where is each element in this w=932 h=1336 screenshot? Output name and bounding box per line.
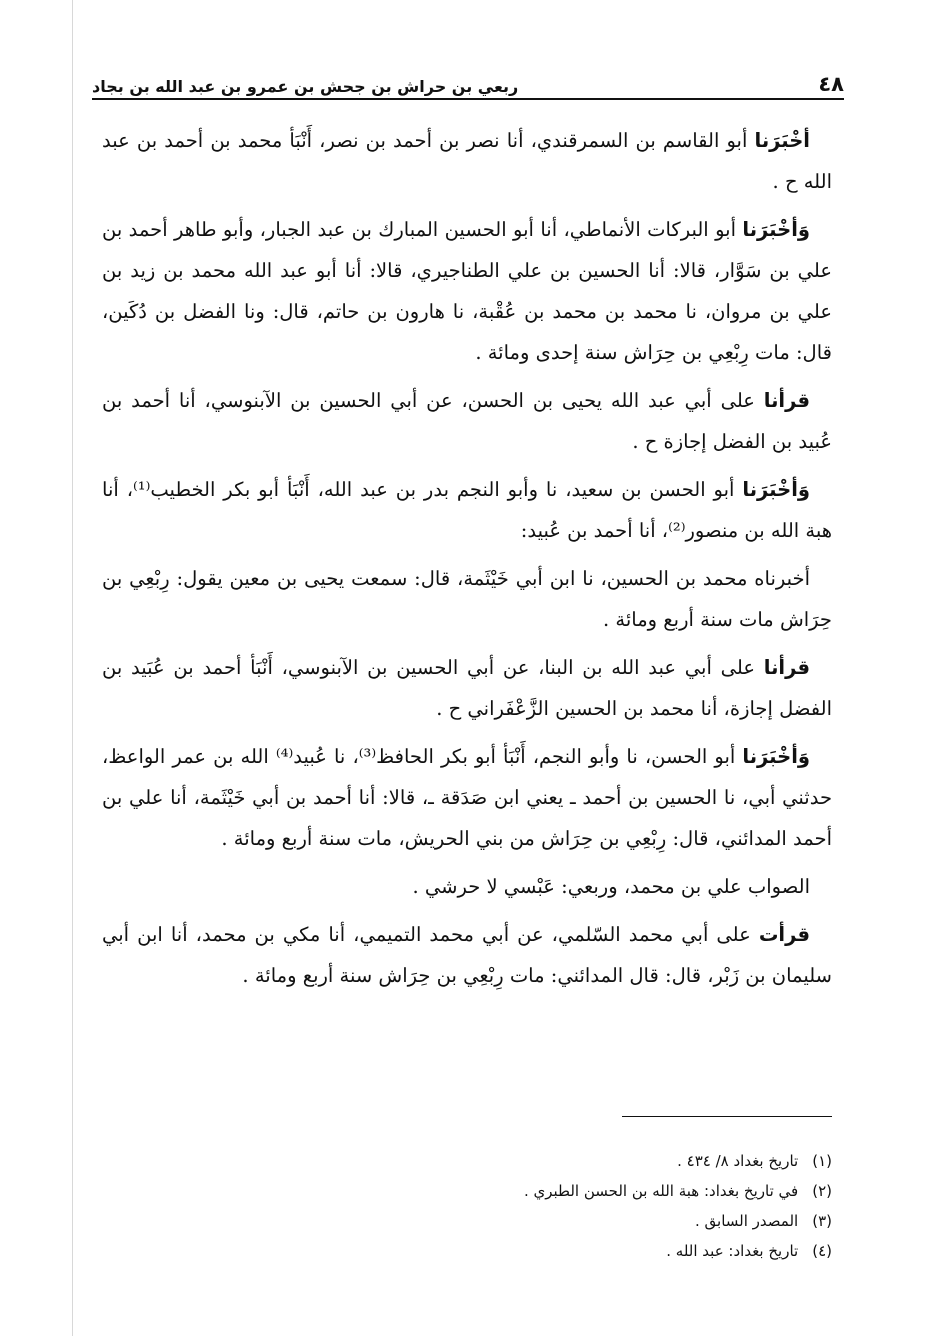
paragraph-text: على أبي محمد السّلمي، عن أبي محمد التميمي، أنا مكي بن محمد، أنا ابن أبي سليمان بن زَبْر، قال: قال المدائني: مات رِبْعِي بن حِرَاش سنة أربع ومائة . <box>102 923 832 987</box>
footnote-text: في تاريخ بغداد: هبة الله بن الحسن الطبري . <box>523 1182 799 1200</box>
footnote-number: (٣) <box>812 1212 832 1230</box>
paragraph-text: على أبي عبد الله بن البنا، عن أبي الحسين بن الآبنوسي، أَنْبَأ أحمد بن عُبَيد بن الفضل إجازة، أنا محمد بن الحسين الزَّعْفَراني ح . <box>102 656 832 720</box>
paragraph-7 <box>102 736 832 859</box>
paragraph-1 <box>102 120 832 202</box>
paragraph-lead: وَأخْبَرَنا <box>742 745 810 768</box>
paragraph-5 <box>102 558 832 640</box>
paragraph-lead: وَأخْبَرَنا <box>742 478 810 501</box>
paragraph-4 <box>102 469 832 551</box>
paragraph-9 <box>102 914 832 996</box>
paragraph-text: أبو البركات الأنماطي، أنا أبو الحسين المبارك بن عبد الجبار، وأبو طاهر أحمد بن علي بن سَوَّار، قالا: أنا الحسين بن علي الطناجيري، قالا: أنا أبو عبد الله محمد بن زيد بن علي بن مروان، نا محمد بن محمد بن عُقْبة، نا هارون بن حاتم، قال: ونا الفضل بن دُكَين، قال: مات رِبْعِي بن حِرَاش سنة إحدى ومائة . <box>102 218 832 364</box>
paragraph-lead: قرأت <box>758 923 810 946</box>
paragraph-8 <box>102 866 832 907</box>
paragraph-3 <box>102 380 832 462</box>
paragraph-text: الصواب علي بن محمد، وربعي: عَبْسي لا حرشي . <box>412 875 810 898</box>
paragraph-lead: وَأخْبَرَنا <box>742 218 810 241</box>
paragraph-text: أبو القاسم بن السمرقندي، أنا نصر بن أحمد بن نصر، أَنْبَأ محمد بن أحمد بن عبد الله ح . <box>102 129 832 193</box>
paragraph-text: أخبرناه محمد بن الحسين، نا ابن أبي خَيْثَمة، قال: سمعت يحيى بن معين يقول: رِبْعِي بن حِرَاش مات سنة أربع ومائة . <box>102 567 832 631</box>
footnote-text: المصدر السابق . <box>695 1212 799 1230</box>
paragraph-lead: قرأنا <box>763 389 810 412</box>
footnote-number: (٢) <box>812 1182 832 1200</box>
paragraph-text: أبو الحسن، نا وأبو النجم، أَنْبَأ أبو بكر الحافظ⁽³⁾، نا عُبيد⁽⁴⁾ الله بن عمر الواعظ، حدثني أبي، نا الحسين بن أحمد ـ يعني ابن صَدَقة ـ، قالا: أنا أحمد بن أبي خَيْثَمة، أنا علي بن أحمد المدائني، قال: رِبْعِي بن حِرَاش من بني الحريش، مات سنة أربع ومائة . <box>102 745 832 850</box>
page-header <box>92 62 844 96</box>
footnote-1 <box>102 1146 832 1176</box>
footnote-number: (٤) <box>812 1242 832 1260</box>
footnote-text: تاريخ بغداد: عبد الله . <box>666 1242 799 1260</box>
paragraph-text: على أبي عبد الله يحيى بن الحسن، عن أبي الحسين بن الآبنوسي، أنا أحمد بن عُبيد بن الفضل إجازة ح . <box>102 389 832 453</box>
page-number: ٤٨ <box>818 72 844 96</box>
footnote-text: تاريخ بغداد ٨/ ٤٣٤ . <box>677 1152 799 1170</box>
paragraph-lead: قرأنا <box>763 656 810 679</box>
header-rule <box>92 98 844 100</box>
paragraph-6 <box>102 647 832 729</box>
paragraph-text: أبو الحسن بن سعيد، نا وأبو النجم بدر بن عبد الله، أَنْبَأ أبو بكر الخطيب⁽¹⁾، أنا هبة الله بن منصور⁽²⁾، أنا أحمد بن عُبيد: <box>102 478 832 542</box>
paragraph-lead: أخْبَرَنا <box>754 129 810 152</box>
running-title: ربعي بن حراش بن جحش بن عمرو بن عبد الله بن بجاد <box>92 77 519 96</box>
footnote-number: (١) <box>812 1152 832 1170</box>
footnotes <box>102 1146 832 1266</box>
footnote-3 <box>102 1206 832 1236</box>
paragraph-2 <box>102 209 832 373</box>
main-text <box>102 120 832 1003</box>
scan-edge-line <box>72 0 73 1336</box>
footnote-2 <box>102 1176 832 1206</box>
footnote-4 <box>102 1236 832 1266</box>
footnote-separator <box>622 1116 832 1117</box>
